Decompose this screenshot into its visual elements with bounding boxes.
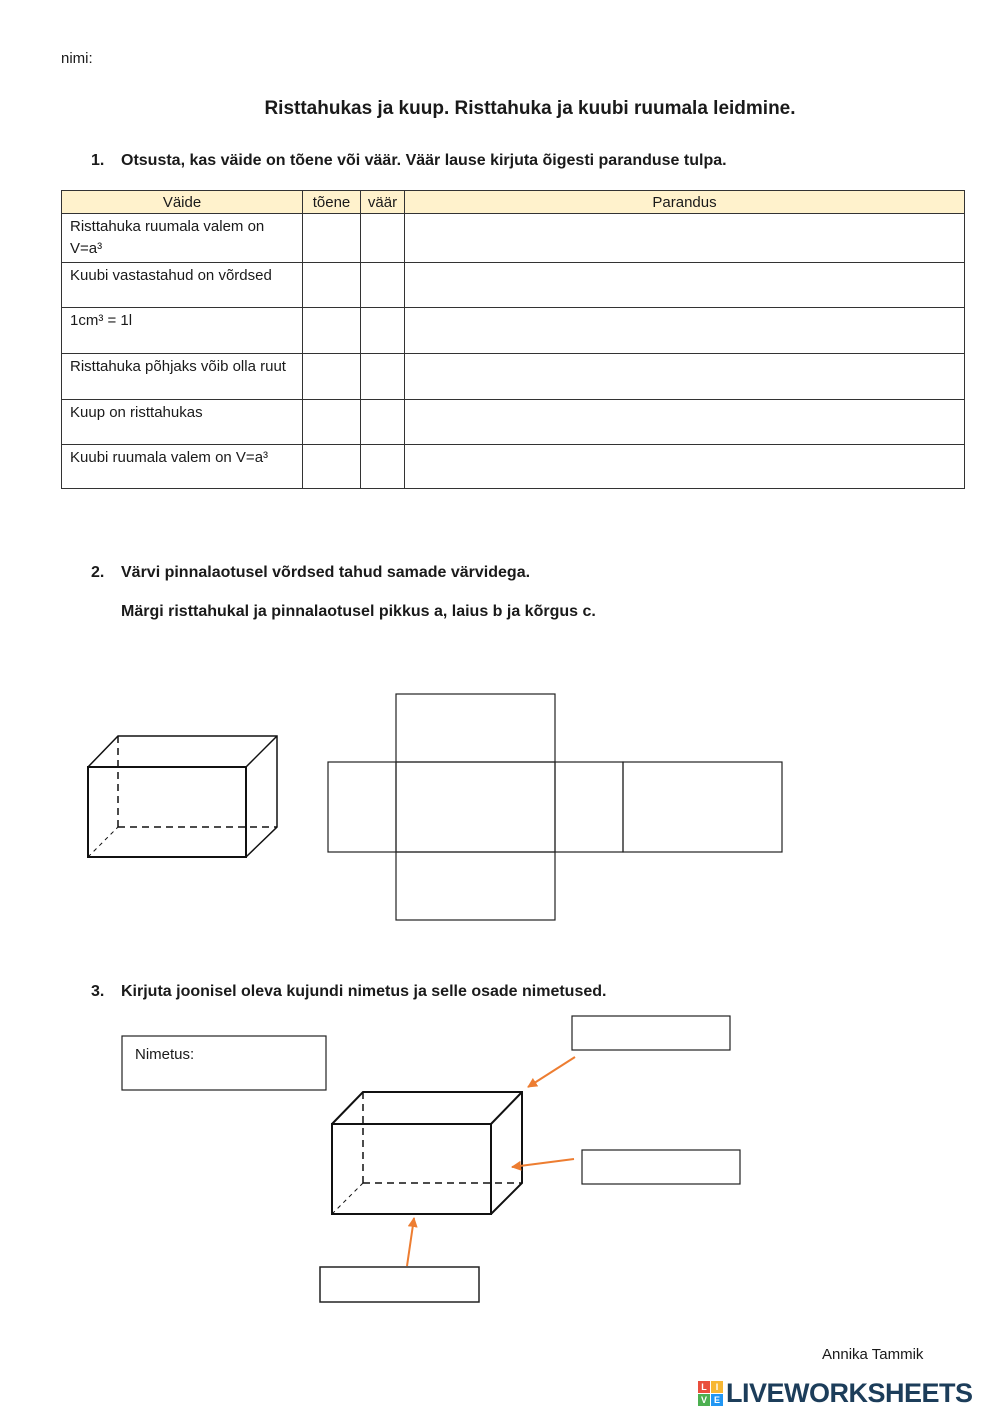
task3-number: 3.	[91, 983, 105, 1000]
name-label: nimi:	[61, 50, 93, 67]
task3-text: Kirjuta joonisel oleva kujundi nimetus ja selle osade nimetused.	[121, 983, 607, 1000]
part-label-box-top[interactable]	[572, 1016, 730, 1050]
task3-instruction	[91, 983, 606, 1001]
logo-letter: E	[711, 1394, 723, 1406]
column-header-true: tõene	[303, 191, 361, 214]
net-face-bottom[interactable]	[396, 852, 555, 920]
task1-text: Otsusta, kas väide on tõene või väär. Väär lause kirjuta õigesti paranduse tulpa.	[121, 152, 727, 169]
net-face-right[interactable]	[555, 762, 623, 852]
logo-letter: V	[698, 1394, 710, 1406]
statement-cell: Kuup on risttahukas	[62, 400, 303, 445]
statement-cell: Kuubi vastastahud on võrdsed	[62, 263, 303, 308]
page-title: Risttahukas ja kuup. Risttahuka ja kuubi ruumala leidmine.	[264, 98, 796, 119]
part-label-box-bottom[interactable]	[320, 1267, 479, 1302]
arrow-to-edge	[407, 1218, 414, 1266]
task1-number: 1.	[91, 152, 105, 169]
column-header-correction: Parandus	[405, 191, 965, 214]
part-label-box-right[interactable]	[582, 1150, 740, 1184]
cuboid-figure[interactable]	[88, 736, 277, 857]
task2-number: 2.	[91, 564, 105, 581]
logo-letter: L	[698, 1381, 710, 1393]
liveworksheets-logo	[698, 1376, 973, 1410]
logo-letter: I	[711, 1381, 723, 1393]
statement-cell: Kuubi ruumala valem on V=a³	[62, 445, 303, 489]
column-header-false: väär	[361, 191, 405, 214]
shape-name-label: Nimetus:	[135, 1046, 195, 1063]
net-face-front[interactable]	[396, 762, 555, 852]
shape-name-box[interactable]	[122, 1036, 326, 1090]
cuboid-figure-2	[332, 1092, 522, 1214]
cuboid-net[interactable]	[328, 694, 782, 920]
author-credit: Annika Tammik	[822, 1346, 924, 1363]
net-face-back[interactable]	[623, 762, 782, 852]
net-face-left[interactable]	[328, 762, 396, 852]
statement-cell: 1cm³ = 1l	[62, 308, 303, 354]
arrow-to-vertex	[528, 1057, 575, 1087]
logo-mark-icon	[698, 1381, 723, 1406]
net-face-top[interactable]	[396, 694, 555, 762]
statement-cell: Risttahuka ruumala valem on V=a³	[62, 214, 303, 263]
column-header-statement: Väide	[62, 191, 303, 214]
statement-cell: Risttahuka põhjaks võib olla ruut	[62, 354, 303, 400]
task2-instruction-line2: Märgi risttahukal ja pinnalaotusel pikkus a, laius b ja kõrgus c.	[121, 603, 596, 620]
task2-line1: Värvi pinnalaotusel võrdsed tahud samade värvidega.	[121, 564, 531, 581]
logo-text: LIVEWORKSHEETS	[726, 1377, 973, 1408]
